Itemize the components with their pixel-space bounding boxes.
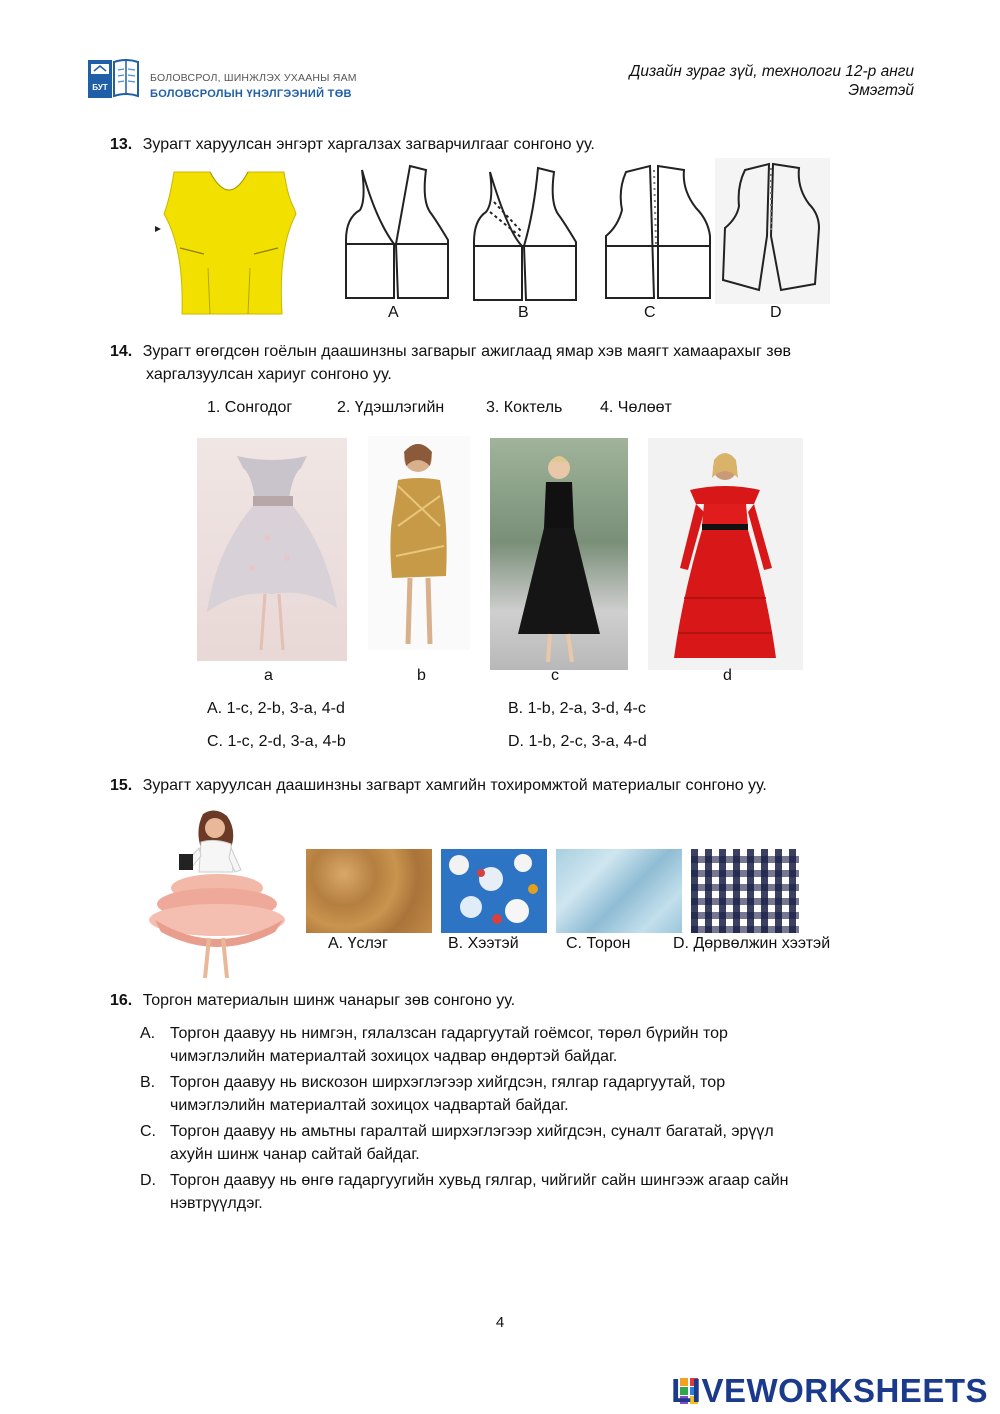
q16-option-c[interactable] [140,1120,920,1163]
fashion-illustration [145,808,295,983]
pattern-drawing-c [598,160,718,310]
q15-option-a[interactable]: A. Үслэг [328,935,388,952]
q14-option-c[interactable]: C. 1-c, 2-d, 3-a, 4-b [207,733,346,750]
question-number: 16. [110,992,133,1009]
svg-text:БУТ: БУТ [92,83,108,92]
option-line1: Торгон даавуу нь нимгэн, гялалзсан гадаргуутай гоёмсог, төрөл бүрийн тор [170,1025,728,1042]
question-16 [110,989,515,1012]
fabric-swatch-mesh [556,849,682,933]
question-number: 13. [110,136,133,153]
pattern-drawing-d [715,158,830,304]
q13-label-b: B [518,304,529,321]
option-letter: A. [140,1025,156,1042]
option-line1: Торгон даавуу нь вискозон ширхэглэгээр хийгдсэн, гялгар гадаргуутай, тор [170,1074,726,1091]
style-option-2: 2. Үдэшлэгийн [337,399,445,416]
q13-label-d: D [770,304,782,321]
option-line1: Торгон даавуу нь өнгө гадаргуугийн хувьд гялгар, чийгийг сайн шингээж агаар сайн [170,1172,789,1189]
question-14 [110,340,930,386]
subject-variant: Эмэгтэй [848,82,914,99]
q14-option-d[interactable]: D. 1-b, 2-c, 3-a, 4-d [508,733,647,750]
question-text: Торгон материалын шинж чанарыг зөв сонгоно уу. [142,992,516,1009]
q15-option-d[interactable]: D. Дөрвөлжин хээтэй [673,935,831,952]
dress-image-b [368,436,470,650]
option-letter: D. [140,1172,156,1189]
subject-header [629,62,914,100]
q13-label-a: A [388,304,399,321]
arrow-marker-icon [155,226,161,232]
fabric-swatch-fur [306,849,432,933]
style-option-1: 1. Сонгодог [207,399,293,416]
subject-title: Дизайн зураг зүй, технологи 12-р анги [629,63,914,80]
dress-image-a [197,438,347,661]
q16-option-b[interactable] [140,1071,920,1114]
dress-label-b: b [417,667,426,684]
question-15 [110,774,767,797]
option-line2: чимэглэлийн материалтай зохицох чадвартай байдаг. [170,1097,569,1114]
fabric-swatch-gingham [691,849,799,933]
q15-option-b[interactable]: B. Хээтэй [448,935,519,952]
question-text: Зурагт харуулсан энгэрт харгалзах загварчилгааг сонгоно уу. [142,136,595,153]
q16-option-d[interactable] [140,1169,920,1212]
option-letter: C. [140,1123,156,1140]
dress-image-c [490,438,628,670]
yellow-bodice-image [160,168,298,318]
option-line2: чимэглэлийн материалтай зохицох чадвар өндөртэй байдаг. [170,1048,618,1065]
option-line1: Торгон даавуу нь амьтны гаралтай ширхэглэгээр хийгдсэн, суналт багатай, эрүүл [170,1123,774,1140]
org-name-line2: БОЛОВСРОЛЫН ҮНЭЛГЭЭНИЙ ТӨВ [150,88,352,100]
pattern-drawing-b [464,162,584,312]
dress-label-c: c [551,667,559,684]
q14-option-a[interactable]: A. 1-c, 2-b, 3-a, 4-d [207,700,345,717]
q15-option-c[interactable]: C. Торон [566,935,631,952]
fabric-swatch-patterned [441,849,547,933]
style-option-3: 3. Коктель [486,399,563,416]
org-name-line1: БОЛОВСРОЛ, ШИНЖЛЭХ УХААНЫ ЯАМ [150,72,357,84]
option-line2: ахуйн шинж чанар сайтай байдаг. [170,1146,420,1163]
pattern-drawing-a [336,160,456,310]
liveworksheets-brand[interactable]: LIVEWORKSHEETS [671,1372,988,1409]
question-text: Зурагт харуулсан даашинзны загварт хамгийн тохиромжтой материалыг сонгоно уу. [142,777,767,794]
ministry-logo [88,56,140,100]
q13-label-c: C [644,304,656,321]
style-option-4: 4. Чөлөөт [600,399,672,416]
option-line2: нэвтрүүлдэг. [170,1195,263,1212]
question-number: 14. [110,343,133,360]
q14-option-b[interactable]: B. 1-b, 2-a, 3-d, 4-c [508,700,646,717]
page-number: 4 [495,1314,505,1331]
dress-image-d [648,438,803,670]
question-text-line1: Зурагт өгөгдсөн гоёлын даашинзны загварыг ажиглаад ямар хэв маягт хамаарахыг зөв [142,343,792,360]
dress-label-d: d [723,667,732,684]
question-text-line2: харгалзуулсан хариуг сонгоно уу. [146,366,392,383]
dress-label-a: a [264,667,273,684]
question-13 [110,133,595,156]
q16-option-a[interactable] [140,1022,920,1065]
question-number: 15. [110,777,133,794]
option-letter: B. [140,1074,156,1091]
